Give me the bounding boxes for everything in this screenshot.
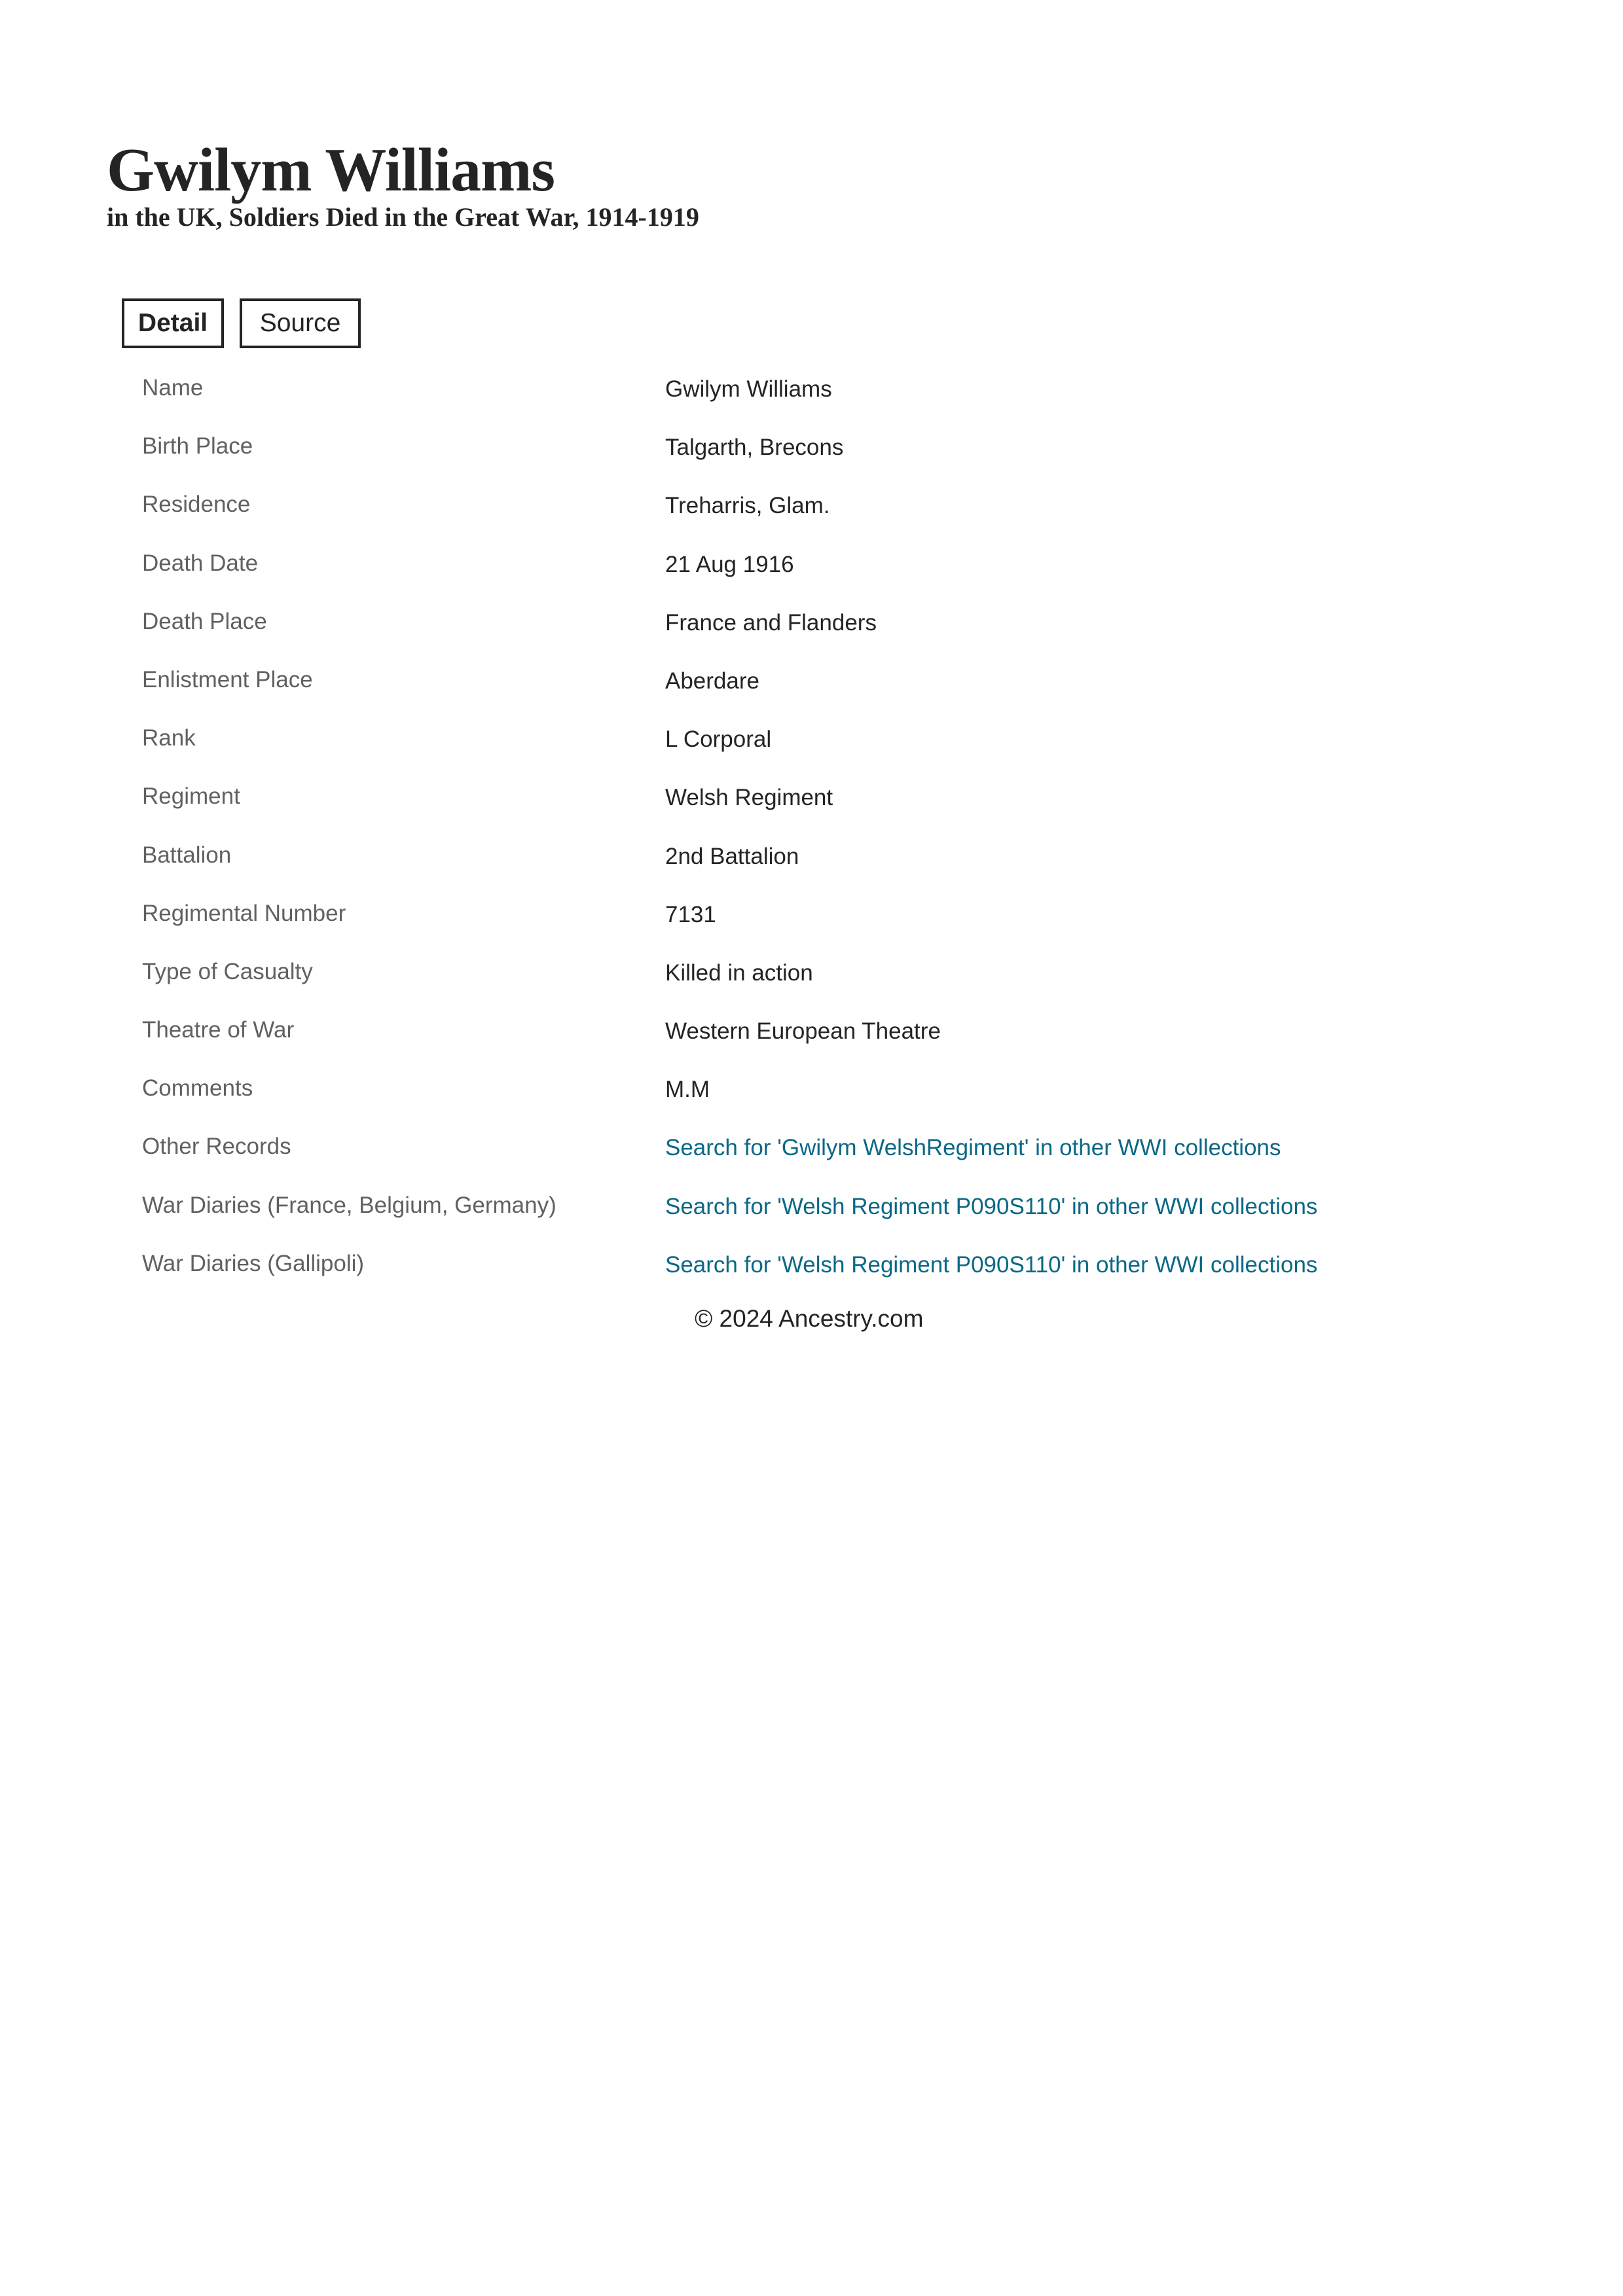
field-label: Birth Place [142, 433, 253, 459]
field-label: Comments [142, 1075, 253, 1102]
page-title: Gwilym Williams [107, 136, 555, 204]
search-link[interactable]: Search for 'Gwilym WelshRegiment' in other WWI collections [665, 1135, 1281, 1161]
record-row [142, 1014, 1517, 1072]
field-value: Welsh Regiment [665, 785, 833, 811]
field-value: France and Flanders [665, 609, 877, 636]
field-label: Name [142, 375, 204, 401]
field-value: Gwilym Williams [665, 376, 832, 402]
field-value: 21 Aug 1916 [665, 551, 794, 577]
field-value: 7131 [665, 901, 716, 927]
field-label: Rank [142, 725, 196, 751]
record-row [142, 897, 1517, 956]
record-row [142, 956, 1517, 1014]
record-row [142, 372, 1517, 430]
record-header [107, 134, 699, 232]
field-label: Other Records [142, 1134, 291, 1160]
field-value: Killed in action [665, 960, 813, 986]
field-label: War Diaries (France, Belgium, Germany) [142, 1192, 556, 1218]
field-label: Regimental Number [142, 900, 346, 926]
tab-detail[interactable]: Detail [122, 298, 224, 348]
field-label: Residence [142, 492, 251, 518]
field-value: Aberdare [665, 668, 759, 694]
field-label: Regiment [142, 783, 240, 810]
record-row [142, 1247, 1517, 1306]
field-label: Theatre of War [142, 1017, 295, 1043]
field-label: Death Date [142, 550, 259, 576]
record-row [142, 430, 1517, 488]
field-value: Western European Theatre [665, 1018, 941, 1045]
field-label: Battalion [142, 842, 232, 868]
field-value: L Corporal [665, 726, 772, 753]
record-row [142, 722, 1517, 780]
search-link[interactable]: Search for 'Welsh Regiment P090S110' in other WWI collections [665, 1251, 1318, 1278]
field-label: Enlistment Place [142, 666, 313, 692]
record-detail-table [142, 372, 1517, 1306]
collection-subtitle: in the UK, Soldiers Died in the Great War, 1914-1919 [107, 202, 699, 232]
tab-source[interactable]: Source [240, 298, 361, 348]
field-value: Treharris, Glam. [665, 493, 830, 519]
field-label: Type of Casualty [142, 958, 313, 984]
record-row [142, 547, 1517, 605]
field-value: M.M [665, 1077, 710, 1103]
record-row [142, 839, 1517, 897]
record-row [142, 1072, 1517, 1130]
record-row [142, 605, 1517, 664]
field-label: War Diaries (Gallipoli) [142, 1250, 365, 1276]
record-row [142, 664, 1517, 722]
copyright-footer: © 2024 Ancestry.com [695, 1305, 924, 1332]
record-row [142, 1130, 1517, 1189]
record-tabs [122, 298, 361, 348]
record-row [142, 488, 1517, 547]
search-link[interactable]: Search for 'Welsh Regiment P090S110' in other WWI collections [665, 1193, 1318, 1219]
field-value: 2nd Battalion [665, 843, 799, 869]
field-value: Talgarth, Brecons [665, 435, 844, 461]
record-row [142, 780, 1517, 838]
field-label: Death Place [142, 608, 267, 634]
record-row [142, 1189, 1517, 1247]
